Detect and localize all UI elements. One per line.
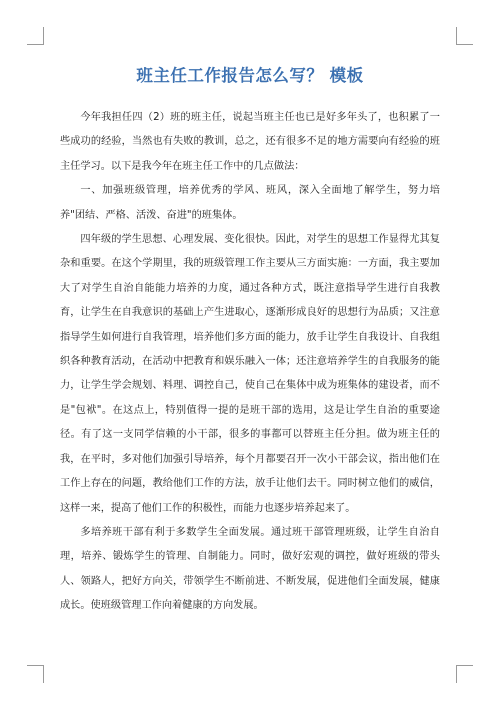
paragraph-intro: 今年我担任四（2）班的班主任，说起当班主任也已是好多年头了，也积累了一些成功的经验，当然也有失败的教训，总之，还有很多不足的地方需要向有经验的班主任学习。以下是我今年在班主任工作中的几点做法： — [60, 112, 440, 172]
crop-mark-bottom-right — [456, 665, 457, 683]
crop-mark-top-left — [27, 44, 44, 45]
crop-mark-top-right — [456, 27, 457, 45]
paragraph-class-cadres: 多培养班干部有利于多数学生全面发展。通过班干部管理班级，让学生自治自理，培养、锻炼学生的管理、自制能力。同时，做好宏观的调控，做好班级的带头人、领路人，把好方向关，带领学生不断前进、不断发展，促进他们全面发展，健康成长。使班级管理工作向着健康的方向发展。 — [60, 526, 440, 612]
crop-mark-top-left — [43, 27, 44, 45]
paragraph-section-heading: 一、加强班级管理，培养优秀的学风、班风，深入全面地了解学生，努力培养"团结、严格、活泼、奋进"的班集体。 — [60, 185, 440, 221]
document-title: 班主任工作报告怎么写？ 模板 — [136, 66, 364, 85]
crop-mark-bottom-left — [43, 665, 44, 683]
crop-mark-bottom-left — [27, 665, 44, 666]
crop-mark-bottom-right — [456, 665, 473, 666]
crop-mark-top-right — [456, 44, 473, 45]
paragraph-class-management: 四年级的学生思想、心理发展、变化很快。因此，对学生的思想工作显得尤其复杂和重要。在这个学期里，我的班级管理工作主要从三方面实施：一方面，我主要加大了对学生自治自能能力培养的力度，通过各种方式，既注意指导学生进行自我教育，让学生在自我意识的基础上产生进取心，逐渐形成良好的思想行为品质；又注意指导学生如何进行自我管理，培养他们多方面的能力，放手让学生自我设计、自我组织各种教育活动，在活动中把教育和娱乐融入一体；还注意培养学生的自我服务的能力，让学生学会规划、料理、调控自己，使自己在集体中成为班集体的建设者，而不是"包袱"。在这点上，特别值得一提的是班干部的选用，这是让学生自治的重要途径。有了这一支同学信赖的小干部，很多的事都可以替班主任分担。做为班主任的我，在平时，多对他们加强引导培养，每个月都要召开一次小干部会议，指出他们在工作上存在的问题，教给他们工作的方法，放手让他们去干。同时树立他们的威信，这样一来，提高了他们工作的积极性，而能力也逐步培养起来了。 — [60, 234, 440, 514]
document-body — [60, 106, 440, 619]
